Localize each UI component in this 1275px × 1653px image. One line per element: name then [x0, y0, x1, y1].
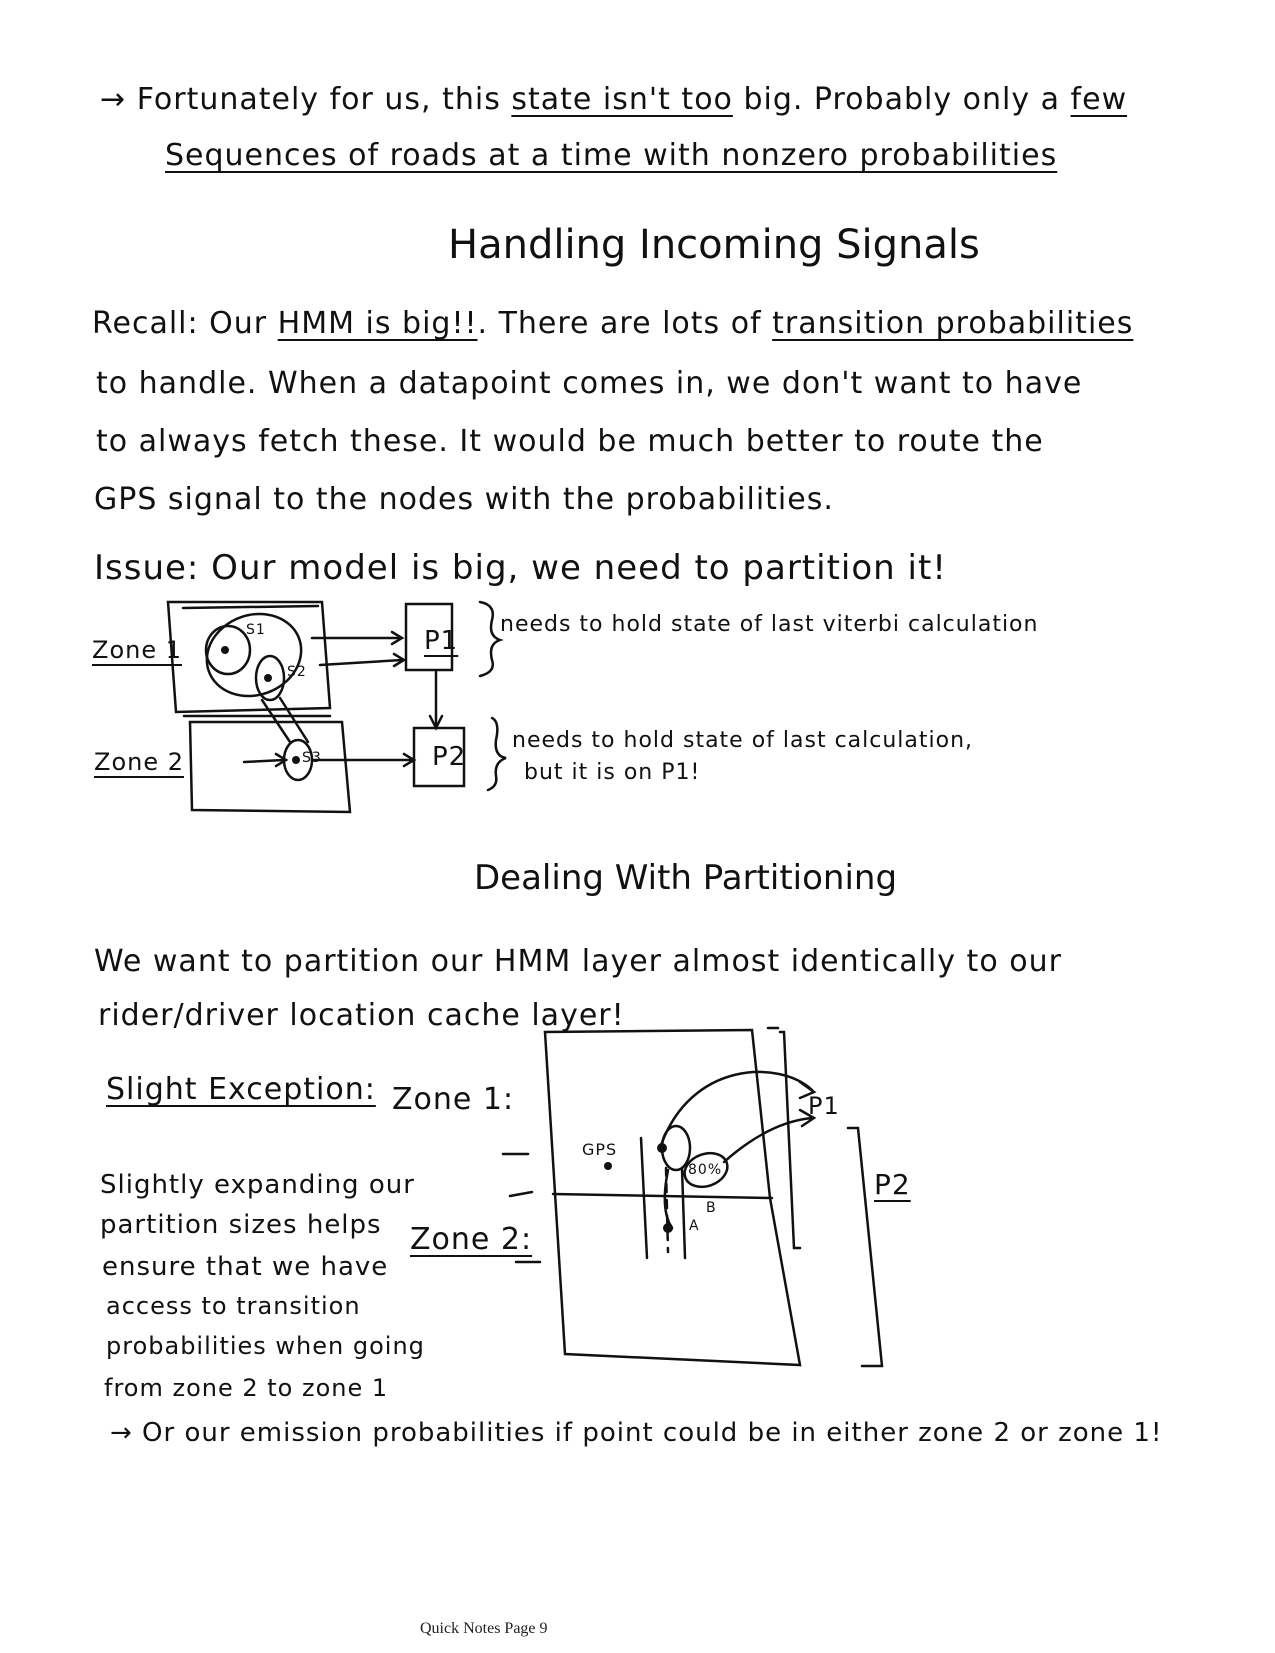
gps-label: GPS	[582, 1140, 618, 1159]
diagram2-zone2-label: Zone 2:	[410, 1222, 533, 1257]
closing-line: → Or our emission probabilities if point could be in either zone 2 or zone 1!	[110, 1418, 1163, 1448]
node-s3-label: S3	[302, 750, 322, 766]
issue-line: Issue: Our model is big, we need to partition it!	[94, 548, 947, 588]
diagram1-zone1-label: Zone 1	[92, 636, 182, 664]
exception-line: Slightly expanding our	[100, 1170, 415, 1200]
partition-p1-label: P1	[424, 626, 459, 656]
diagram1-zone2-label: Zone 2	[94, 748, 184, 776]
section-title-partitioning: Dealing With Partitioning	[474, 858, 898, 898]
diagram2-zone1-label: Zone 1:	[392, 1082, 515, 1117]
partition-p2-label: P2	[432, 742, 467, 772]
exception-line: access to transition	[106, 1292, 361, 1320]
zone2-box	[190, 722, 350, 812]
note-p2-line1: needs to hold state of last calculation,	[512, 728, 974, 753]
zone-boundary	[553, 1194, 772, 1198]
underlined-word: few	[1070, 82, 1128, 117]
intro-line-1: → Fortunately for us, this state isn't too big. Probably only a few	[100, 82, 1128, 117]
exception-line: probabilities when going	[106, 1332, 425, 1360]
zone-map-box	[545, 1030, 800, 1365]
section-title-handling-signals: Handling Incoming Signals	[448, 222, 980, 268]
diagram2-p2-label: P2	[874, 1168, 911, 1201]
node-a-label: A	[689, 1218, 700, 1234]
recall-line: Recall: Our HMM is big!!. There are lots of transition probabilities	[92, 306, 1134, 341]
note-p2-line2: but it is on P1!	[524, 760, 701, 785]
node-s1-label: S1	[246, 622, 266, 638]
slight-exception-label: Slight Exception:	[106, 1072, 376, 1107]
underlined-phrase: state isn't too	[511, 82, 733, 117]
exception-line: partition sizes helps	[100, 1210, 382, 1240]
diagram2-p1-label: P1	[808, 1092, 840, 1120]
page-footer: Quick Notes Page 9	[420, 1620, 548, 1637]
partition-line-2: rider/driver location cache layer!	[98, 998, 625, 1033]
recall-line-2: to handle. When a datapoint comes in, we don't want to have	[96, 366, 1083, 401]
exception-line: ensure that we have	[102, 1252, 389, 1282]
exception-line: from zone 2 to zone 1	[104, 1374, 389, 1402]
intro-line-2: Sequences of roads at a time with nonzero probabilities	[165, 138, 1058, 173]
node-s2-label: S2	[287, 664, 307, 680]
node-b-label: B	[706, 1200, 717, 1216]
zone1-box	[168, 602, 330, 712]
recall-line-3: to always fetch these. It would be much better to route the	[96, 424, 1044, 459]
partition-line-1: We want to partition our HMM layer almost identically to our	[94, 944, 1062, 979]
probability-80-label: 80%	[688, 1162, 723, 1178]
recall-line-4: GPS signal to the nodes with the probabilities.	[94, 482, 834, 517]
note-p1: needs to hold state of last viterbi calculation	[500, 612, 1039, 637]
arrow-icon: →	[100, 82, 127, 117]
